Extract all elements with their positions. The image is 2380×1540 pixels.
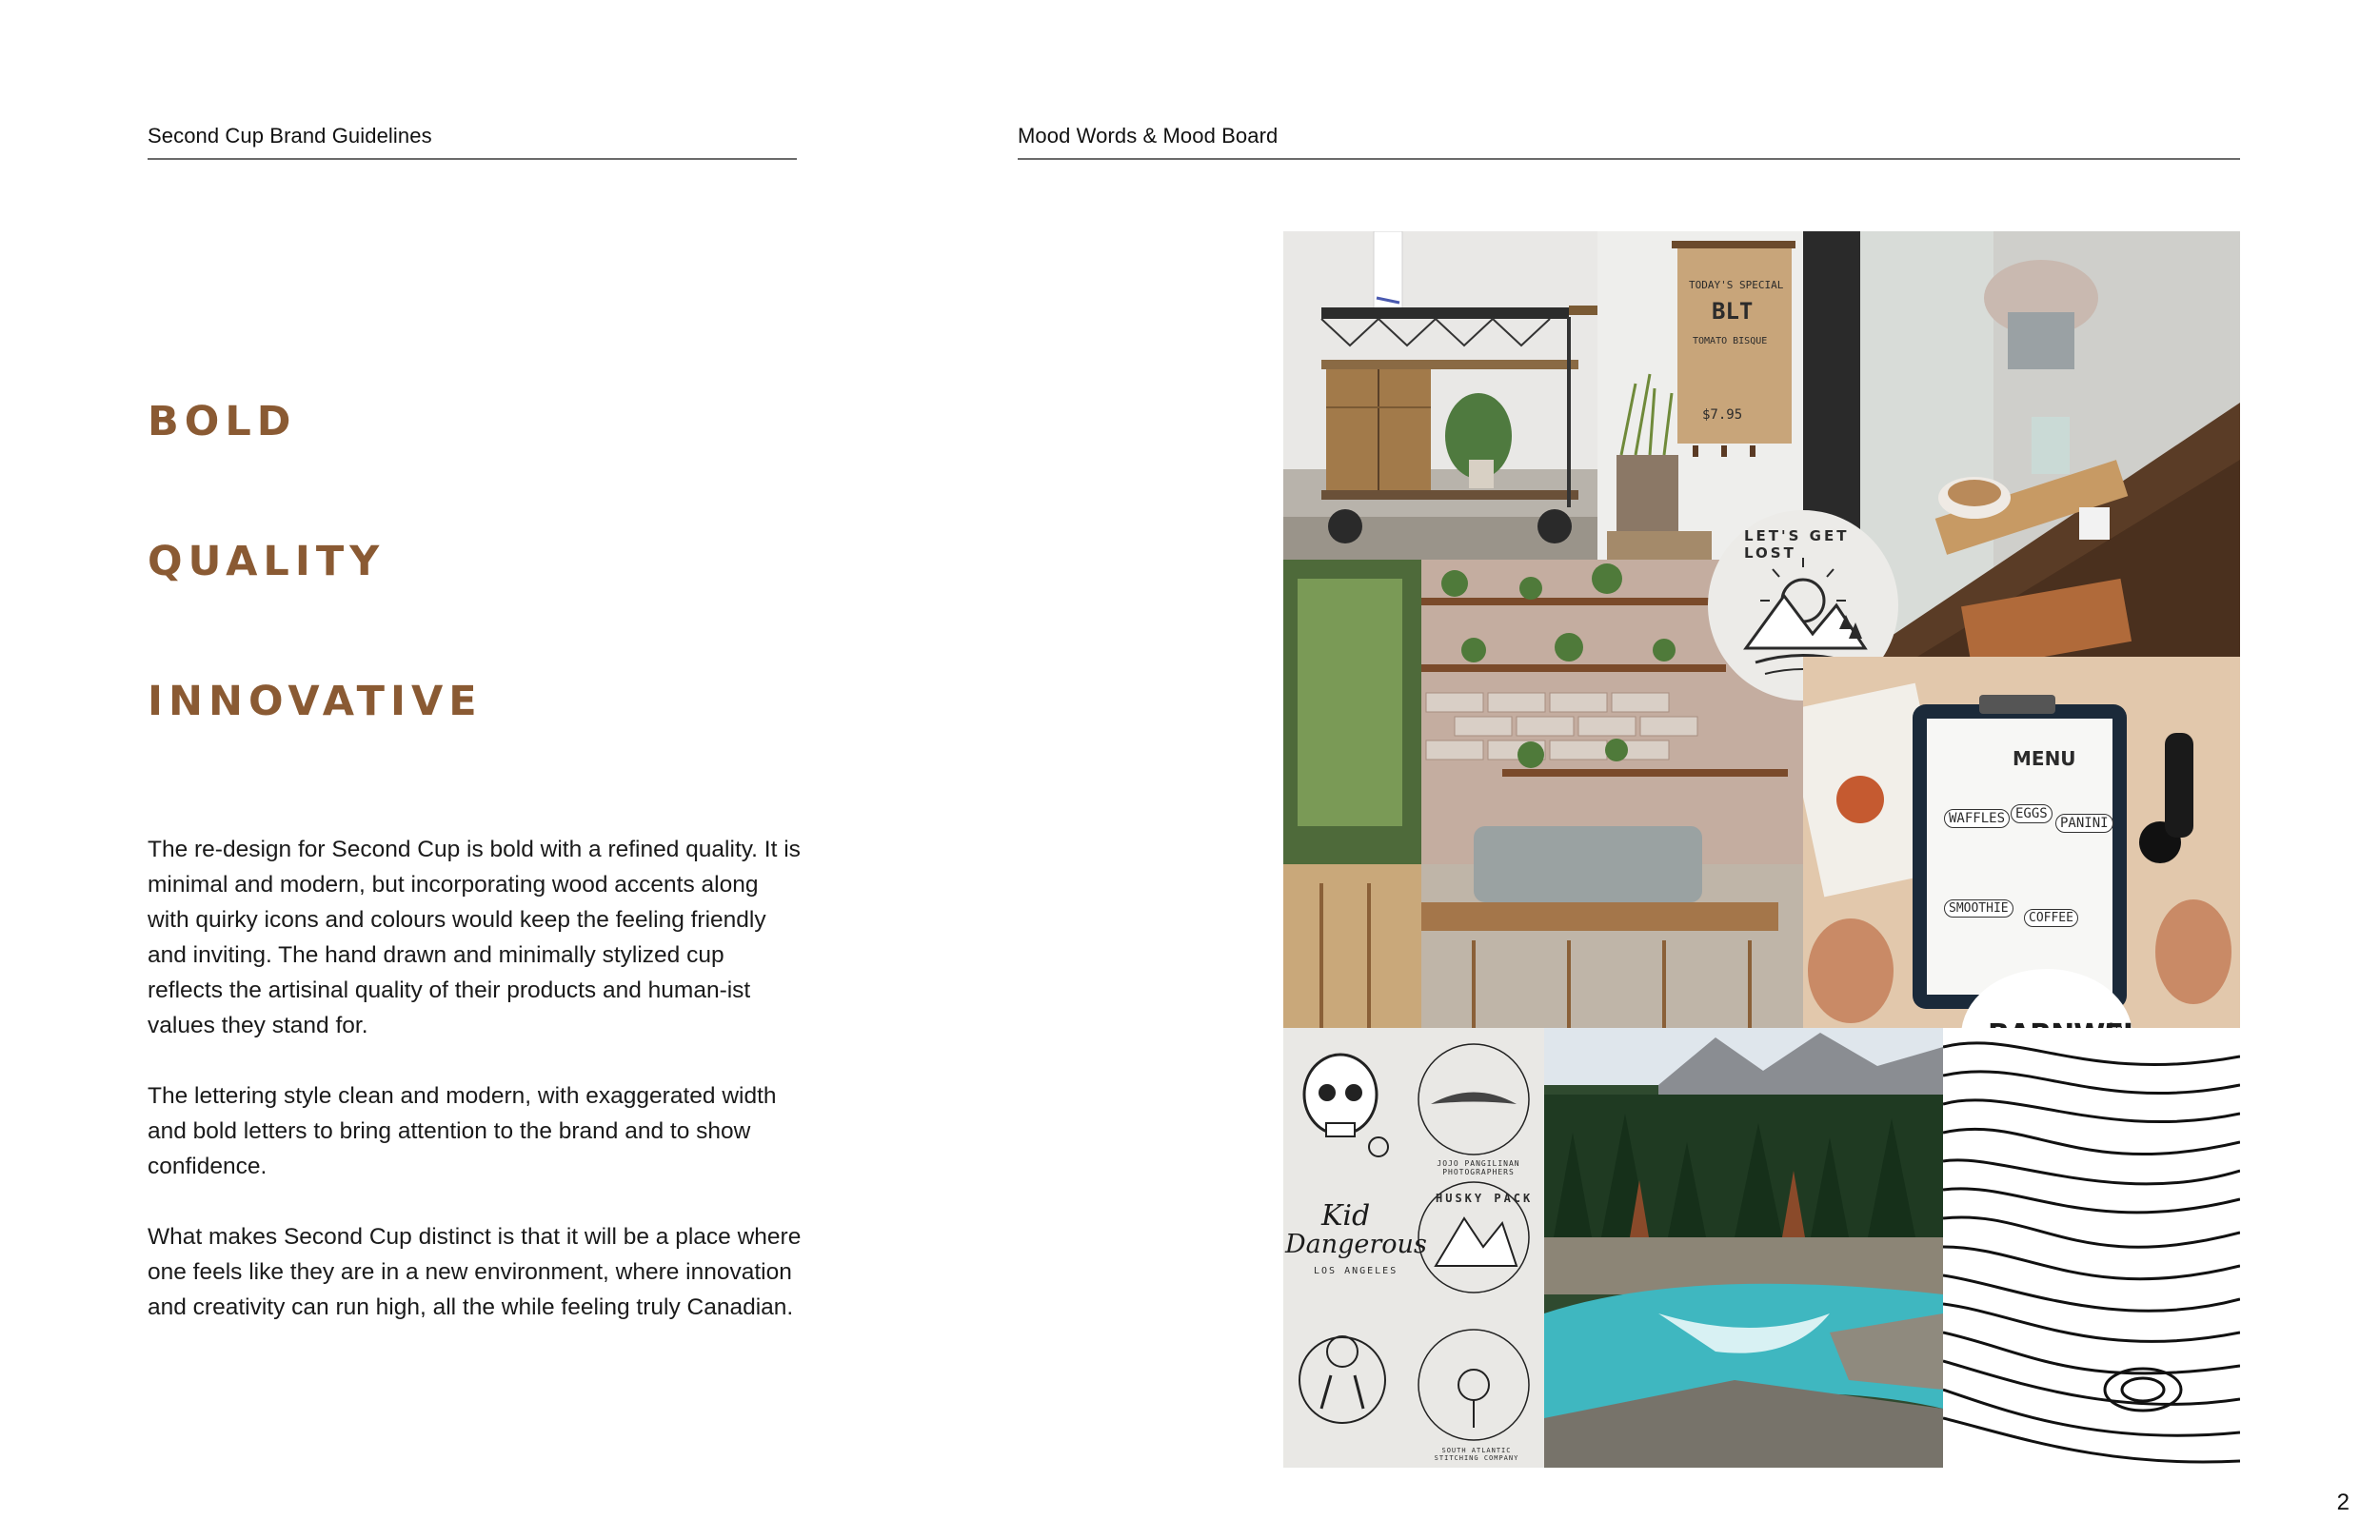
menu-item-eggs: EGGS bbox=[2011, 804, 2053, 823]
mood-word-innovative: INNOVATIVE bbox=[148, 678, 483, 725]
menu-item-panini: PANINI bbox=[2055, 814, 2113, 833]
logo-jojo-text: JOJO PANGILINAN PHOTOGRAPHERS bbox=[1437, 1159, 1520, 1176]
specials-soup: TOMATO BISQUE bbox=[1693, 336, 1768, 346]
menu-item-coffee: COFFEE bbox=[2024, 909, 2078, 927]
specials-item: BLT bbox=[1712, 298, 1754, 325]
doc-title-right: Mood Words & Mood Board bbox=[1018, 124, 1279, 148]
menu-title: MENU bbox=[2013, 747, 2076, 770]
menu-item-waffles: WAFFLES bbox=[1944, 809, 2010, 828]
logo-south-atlantic-text: SOUTH ATLANTIC STITCHING COMPANY bbox=[1434, 1447, 1519, 1462]
logo-husky-text: HUSKY PACK bbox=[1436, 1192, 1534, 1205]
specials-price: $7.95 bbox=[1702, 407, 1743, 423]
badge-text: LET'S GET LOST bbox=[1744, 527, 1850, 562]
bar-cart-photo bbox=[1283, 231, 1597, 560]
paragraph-lettering: The lettering style clean and modern, with exaggerated width and bold letters to bring attention to the brand and to show confidence. bbox=[148, 1083, 777, 1179]
logo-dangerous-text: Dangerous bbox=[1285, 1230, 1427, 1259]
specials-board-photo bbox=[1597, 231, 1803, 560]
mood-word-quality: QUALITY bbox=[148, 538, 386, 585]
page-number: 2 bbox=[2336, 1490, 2350, 1515]
logo-los-angeles-text: LOS ANGELES bbox=[1314, 1266, 1398, 1276]
header-rule-left bbox=[148, 158, 797, 160]
description-text bbox=[148, 832, 804, 1360]
paragraph-distinct: What makes Second Cup distinct is that it will be a place where one feels like they are in a new environment, where innovation and creativity can run high, all the while feeling truly Canadian. bbox=[148, 1224, 802, 1320]
river-landscape-photo bbox=[1544, 1028, 1943, 1468]
wood-grain-pattern bbox=[1943, 1028, 2240, 1468]
logo-kid-text: Kid bbox=[1321, 1199, 1371, 1233]
menu-item-smoothie: SMOOTHIE bbox=[1944, 899, 2013, 918]
mood-word-bold: BOLD bbox=[148, 398, 297, 445]
header-rule-right bbox=[1018, 158, 2240, 160]
doc-title-left: Second Cup Brand Guidelines bbox=[148, 124, 432, 148]
paragraph-intro: The re-design for Second Cup is bold with a refined quality. It is minimal and modern, but incorporating wood accents along with quirky icons and colours would keep the feeling friendly and inviting. The hand drawn and minimally stylized cup reflects the artisinal quality of their products and human-ist values they stand for. bbox=[148, 837, 801, 1038]
specials-heading: TODAY'S SPECIAL bbox=[1689, 279, 1784, 291]
logo-collection-photo bbox=[1283, 1028, 1544, 1468]
